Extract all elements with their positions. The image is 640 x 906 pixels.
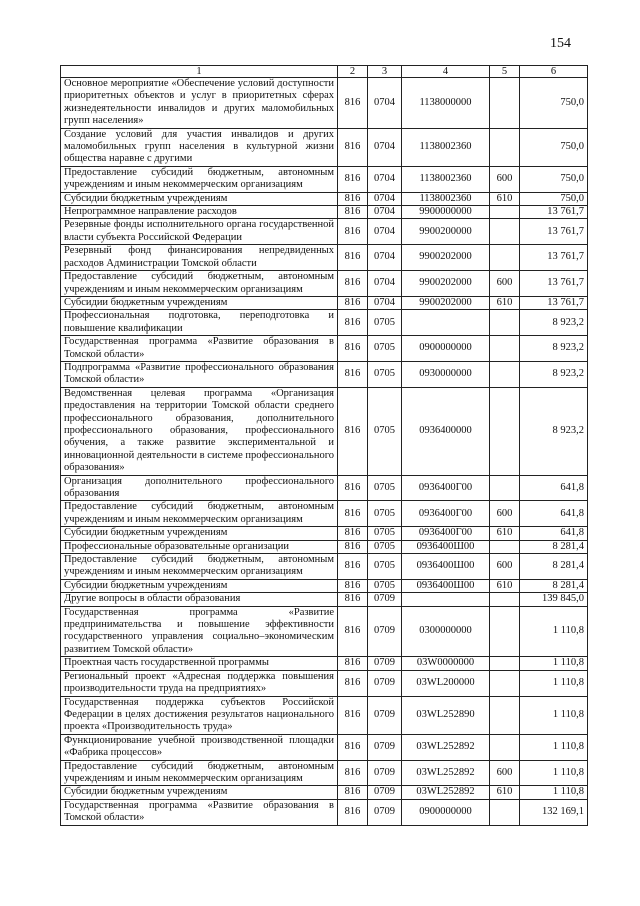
cell-admin-code: 816 [338,310,368,336]
cell-target-code: 9900202000 [402,296,490,309]
table-row [61,336,588,362]
cell-admin-code: 816 [338,527,368,540]
table-row [61,78,588,129]
cell-target-code: 1138002360 [402,128,490,166]
cell-target-code: 0936400Г00 [402,527,490,540]
cell-section-code: 0709 [368,593,402,606]
table-body [61,78,588,826]
cell-name: Субсидии бюджетным учреждениям [61,579,338,592]
cell-expense-type [490,734,520,760]
cell-expense-type [490,540,520,553]
cell-name: Государственная программа «Развитие образования в Томской области» [61,799,338,825]
cell-target-code: 0900000000 [402,336,490,362]
cell-section-code: 0709 [368,760,402,786]
cell-sum: 8 281,4 [520,540,588,553]
cell-admin-code: 816 [338,501,368,527]
table-row [61,527,588,540]
table-row [61,192,588,205]
cell-target-code: 0930000000 [402,361,490,387]
cell-expense-type [490,475,520,501]
cell-section-code: 0709 [368,670,402,696]
cell-expense-type: 600 [490,760,520,786]
cell-target-code: 03WL252892 [402,734,490,760]
cell-name: Организация дополнительного профессионального образования [61,475,338,501]
cell-section-code: 0705 [368,387,402,475]
cell-sum: 139 845,0 [520,593,588,606]
cell-name: Непрограммное направление расходов [61,206,338,219]
cell-admin-code: 816 [338,670,368,696]
cell-admin-code: 816 [338,336,368,362]
cell-sum: 1 110,8 [520,734,588,760]
cell-expense-type: 610 [490,296,520,309]
cell-section-code: 0705 [368,527,402,540]
cell-name: Государственная программа «Развитие предпринимательства и повышение эффективности государственного управления социально–экономическим развитием Томской области» [61,606,338,657]
col-sum-header: 6 [520,66,588,78]
cell-sum: 1 110,8 [520,606,588,657]
cell-admin-code: 816 [338,296,368,309]
cell-name: Государственная программа «Развитие образования в Томской области» [61,336,338,362]
cell-target-code: 0936400Ш00 [402,579,490,592]
table-row [61,734,588,760]
cell-expense-type: 600 [490,166,520,192]
cell-admin-code: 816 [338,760,368,786]
cell-name: Функционирование учебной производственной площадки «Фабрика процессов» [61,734,338,760]
table-row [61,670,588,696]
cell-admin-code: 816 [338,786,368,799]
cell-sum: 8 923,2 [520,387,588,475]
cell-admin-code: 816 [338,219,368,245]
cell-expense-type [490,245,520,271]
cell-expense-type: 610 [490,527,520,540]
cell-name: Ведомственная целевая программа «Организация предоставления на территории Томской области среднего профессионального образования, дополнительного профессионального образования, профессионального обучения, а также развитие экспериментальной и инновационной деятельности в системе профессионального образования» [61,387,338,475]
table-row [61,579,588,592]
cell-admin-code: 816 [338,271,368,297]
cell-sum: 8 281,4 [520,579,588,592]
cell-section-code: 0704 [368,128,402,166]
cell-section-code: 0705 [368,310,402,336]
cell-name: Субсидии бюджетным учреждениям [61,527,338,540]
cell-section-code: 0705 [368,501,402,527]
cell-expense-type: 610 [490,192,520,205]
cell-target-code: 03WL252890 [402,696,490,734]
cell-section-code: 0705 [368,336,402,362]
cell-expense-type: 600 [490,271,520,297]
cell-admin-code: 816 [338,579,368,592]
cell-name: Субсидии бюджетным учреждениям [61,192,338,205]
cell-expense-type [490,387,520,475]
cell-admin-code: 816 [338,734,368,760]
cell-section-code: 0709 [368,657,402,670]
cell-expense-type [490,593,520,606]
cell-name: Субсидии бюджетным учреждениям [61,786,338,799]
cell-target-code: 0936400000 [402,387,490,475]
cell-target-code: 0936400Ш00 [402,554,490,580]
table-row [61,786,588,799]
cell-expense-type [490,670,520,696]
cell-section-code: 0704 [368,296,402,309]
cell-expense-type [490,657,520,670]
cell-sum: 13 761,7 [520,271,588,297]
cell-name: Субсидии бюджетным учреждениям [61,296,338,309]
cell-name: Профессиональные образовательные организации [61,540,338,553]
cell-name: Региональный проект «Адресная поддержка повышения производительности труда на предприятиях» [61,670,338,696]
cell-sum: 13 761,7 [520,296,588,309]
table-row [61,501,588,527]
table-row [61,206,588,219]
cell-admin-code: 816 [338,245,368,271]
table-row [61,540,588,553]
cell-sum: 750,0 [520,128,588,166]
cell-target-code: 03W0000000 [402,657,490,670]
table-row [61,475,588,501]
cell-admin-code: 816 [338,78,368,129]
table-row [61,593,588,606]
cell-target-code [402,593,490,606]
cell-section-code: 0709 [368,696,402,734]
cell-name: Предоставление субсидий бюджетным, автономным учреждениям и иным некоммерческим организациям [61,554,338,580]
col-type-header: 5 [490,66,520,78]
cell-admin-code: 816 [338,696,368,734]
cell-admin-code: 816 [338,606,368,657]
cell-admin-code: 816 [338,657,368,670]
table-row [61,799,588,825]
cell-section-code: 0709 [368,606,402,657]
cell-sum: 641,8 [520,501,588,527]
cell-target-code: 9900202000 [402,245,490,271]
page-number: 154 [550,36,571,51]
table-row [61,166,588,192]
cell-target-code: 1138000000 [402,78,490,129]
cell-admin-code: 816 [338,166,368,192]
cell-section-code: 0704 [368,78,402,129]
cell-sum: 13 761,7 [520,206,588,219]
cell-section-code: 0705 [368,361,402,387]
cell-sum: 641,8 [520,527,588,540]
cell-name: Предоставление субсидий бюджетным, автономным учреждениям и иным некоммерческим организациям [61,166,338,192]
cell-expense-type: 610 [490,786,520,799]
cell-admin-code: 816 [338,206,368,219]
cell-sum: 1 110,8 [520,760,588,786]
cell-name: Проектная часть государственной программы [61,657,338,670]
table-row [61,361,588,387]
cell-admin-code: 816 [338,475,368,501]
cell-expense-type: 610 [490,579,520,592]
cell-section-code: 0704 [368,245,402,271]
cell-sum: 8 923,2 [520,310,588,336]
cell-section-code: 0704 [368,219,402,245]
table-row [61,296,588,309]
cell-admin-code: 816 [338,540,368,553]
table-row [61,245,588,271]
cell-target-code: 03WL200000 [402,670,490,696]
cell-target-code: 9900000000 [402,206,490,219]
table-row [61,696,588,734]
cell-section-code: 0705 [368,579,402,592]
cell-target-code: 1138002360 [402,192,490,205]
cell-section-code: 0705 [368,475,402,501]
cell-target-code [402,310,490,336]
cell-name: Государственная поддержка субъектов Российской Федерации в целях достижения результатов национального проекта «Производительность труда» [61,696,338,734]
cell-name: Предоставление субсидий бюджетным, автономным учреждениям и иным некоммерческим организациям [61,760,338,786]
cell-expense-type [490,206,520,219]
cell-target-code: 0900000000 [402,799,490,825]
cell-section-code: 0704 [368,206,402,219]
cell-admin-code: 816 [338,387,368,475]
cell-sum: 132 169,1 [520,799,588,825]
cell-name: Предоставление субсидий бюджетным, автономным учреждениям и иным некоммерческим организациям [61,501,338,527]
cell-sum: 13 761,7 [520,245,588,271]
col-name-header: 1 [61,66,338,78]
table-row [61,219,588,245]
cell-expense-type [490,78,520,129]
cell-target-code: 9900200000 [402,219,490,245]
cell-sum: 1 110,8 [520,786,588,799]
cell-expense-type [490,219,520,245]
cell-sum: 8 923,2 [520,336,588,362]
cell-expense-type [490,310,520,336]
cell-sum: 750,0 [520,192,588,205]
col-admin-header: 2 [338,66,368,78]
cell-name: Предоставление субсидий бюджетным, автономным учреждениям и иным некоммерческим организациям [61,271,338,297]
cell-sum: 13 761,7 [520,219,588,245]
cell-admin-code: 816 [338,593,368,606]
cell-sum: 8 923,2 [520,361,588,387]
cell-sum: 641,8 [520,475,588,501]
table-header-row [61,66,588,78]
cell-name: Создание условий для участия инвалидов и других маломобильных групп населения в культурной жизни общества наравне с другими [61,128,338,166]
table-row [61,271,588,297]
cell-section-code: 0709 [368,786,402,799]
cell-admin-code: 816 [338,361,368,387]
cell-admin-code: 816 [338,554,368,580]
col-target-header: 4 [402,66,490,78]
cell-expense-type [490,696,520,734]
cell-target-code: 0300000000 [402,606,490,657]
table-row [61,387,588,475]
cell-admin-code: 816 [338,799,368,825]
cell-target-code: 03WL252892 [402,760,490,786]
cell-section-code: 0709 [368,799,402,825]
cell-expense-type [490,128,520,166]
cell-sum: 1 110,8 [520,657,588,670]
cell-name: Подпрограмма «Развитие профессионального образования Томской области» [61,361,338,387]
cell-target-code: 0936400Г00 [402,501,490,527]
cell-section-code: 0704 [368,271,402,297]
cell-expense-type [490,606,520,657]
cell-expense-type: 600 [490,501,520,527]
cell-target-code: 0936400Ш00 [402,540,490,553]
table-row [61,554,588,580]
cell-section-code: 0704 [368,192,402,205]
cell-sum: 1 110,8 [520,696,588,734]
cell-name: Резервный фонд финансирования непредвиденных расходов Администрации Томской области [61,245,338,271]
cell-target-code: 0936400Г00 [402,475,490,501]
cell-expense-type [490,361,520,387]
cell-admin-code: 816 [338,128,368,166]
cell-section-code: 0705 [368,554,402,580]
cell-section-code: 0704 [368,166,402,192]
cell-section-code: 0709 [368,734,402,760]
cell-sum: 750,0 [520,166,588,192]
cell-target-code: 03WL252892 [402,786,490,799]
cell-name: Профессиональная подготовка, переподготовка и повышение квалификации [61,310,338,336]
table-row [61,657,588,670]
cell-target-code: 9900202000 [402,271,490,297]
cell-expense-type: 600 [490,554,520,580]
cell-sum: 750,0 [520,78,588,129]
cell-expense-type [490,799,520,825]
table-row [61,606,588,657]
budget-table [60,65,588,826]
cell-target-code: 1138002360 [402,166,490,192]
cell-section-code: 0705 [368,540,402,553]
cell-sum: 8 281,4 [520,554,588,580]
cell-expense-type [490,336,520,362]
cell-name: Другие вопросы в области образования [61,593,338,606]
table-row [61,760,588,786]
table-row [61,310,588,336]
col-section-header: 3 [368,66,402,78]
cell-name: Резервные фонды исполнительного органа государственной власти субъекта Российской Федерации [61,219,338,245]
cell-sum: 1 110,8 [520,670,588,696]
cell-admin-code: 816 [338,192,368,205]
table-row [61,128,588,166]
cell-name: Основное мероприятие «Обеспечение условий доступности приоритетных объектов и услуг в приоритетных сферах жизнедеятельности инвалидов и других маломобильных групп населения» [61,78,338,129]
